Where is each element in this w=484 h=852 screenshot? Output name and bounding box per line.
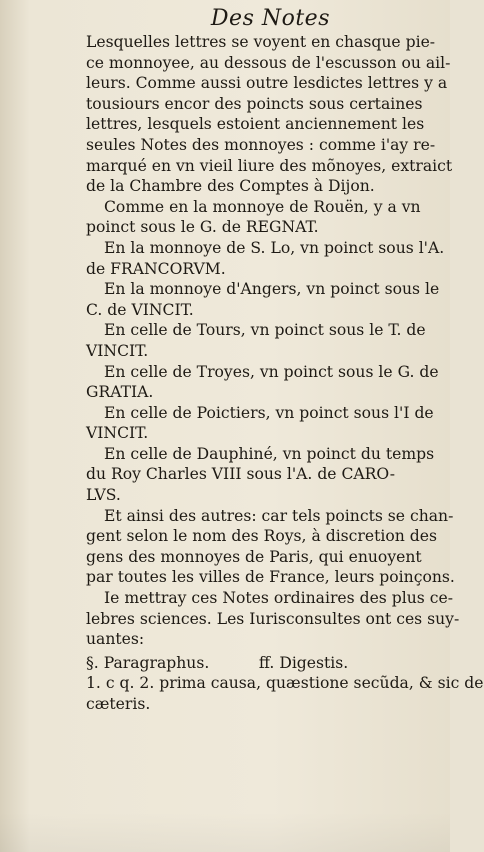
text-line: En celle de Poictiers, vn poinct sous l'I de: [104, 403, 434, 422]
text-line: seules Notes des monnoyes : comme i'ay re-: [86, 135, 436, 154]
running-header: Des Notes: [210, 6, 330, 31]
text-line: cæteris.: [86, 695, 151, 713]
text-line: poinct sous le G. de REGNAT.: [86, 218, 319, 237]
text-line: gent selon le nom des Roys, à discretion des: [86, 527, 437, 546]
text-line: En la monnoye de S. Lo, vn poinct sous l'A.: [104, 238, 445, 257]
text-line: En celle de Troyes, vn poinct sous le G. de: [104, 362, 439, 381]
text-line: LVS.: [86, 486, 121, 505]
text-line: leurs. Comme aussi outre lesdictes lettres y a: [86, 74, 448, 93]
text-line: 1. c q. 2. prima causa, quæstione secũda, & sic de: [86, 674, 484, 693]
text-line: marqué en vn vieil liure des mõnoyes, extraict: [86, 156, 453, 175]
text-line: par toutes les villes de France, leurs poinçons.: [86, 568, 455, 587]
text-line: C. de VINCIT.: [86, 300, 194, 319]
text-line: GRATIA.: [86, 383, 154, 402]
text-line: de FRANCORVM.: [86, 259, 226, 278]
text-line: lebres sciences. Les Iurisconsultes ont ces suy-: [86, 609, 460, 628]
text-line: En celle de Tours, vn poinct sous le T. de: [104, 321, 426, 340]
text-line: Lesquelles lettres se voyent en chasque pie-: [86, 33, 436, 51]
text-line: Ie mettray ces Notes ordinaires des plus ce-: [104, 589, 453, 608]
text-line: VINCIT.: [86, 341, 149, 360]
page-body: [86, 32, 484, 715]
text-line: Comme en la monnoye de Rouën, y a vn: [104, 197, 421, 216]
text-line: du Roy Charles VIII sous l'A. de CARO-: [86, 465, 396, 484]
text-line: ce monnoyee, au dessous de l'escusson ou ail-: [86, 53, 451, 72]
text-line: Et ainsi des autres: car tels poincts se chan-: [104, 506, 454, 525]
text-line: §. Paragraphus. ff. Digestis.: [86, 653, 349, 672]
text-line: VINCIT.: [86, 424, 149, 443]
page-shadow: [0, 812, 450, 852]
text-line: En la monnoye d'Angers, vn poinct sous le: [104, 280, 440, 299]
text-line: tousiours encor des poincts sous certaines: [86, 94, 423, 113]
text-line: uantes:: [86, 630, 145, 649]
text-line: gens des monnoyes de Paris, qui enuoyent: [86, 547, 422, 566]
text-line: En celle de Dauphiné, vn poinct du temps: [104, 444, 435, 463]
text-line: lettres, lesquels estoient anciennement les: [86, 115, 425, 134]
text-line: de la Chambre des Comptes à Dijon.: [86, 177, 375, 196]
